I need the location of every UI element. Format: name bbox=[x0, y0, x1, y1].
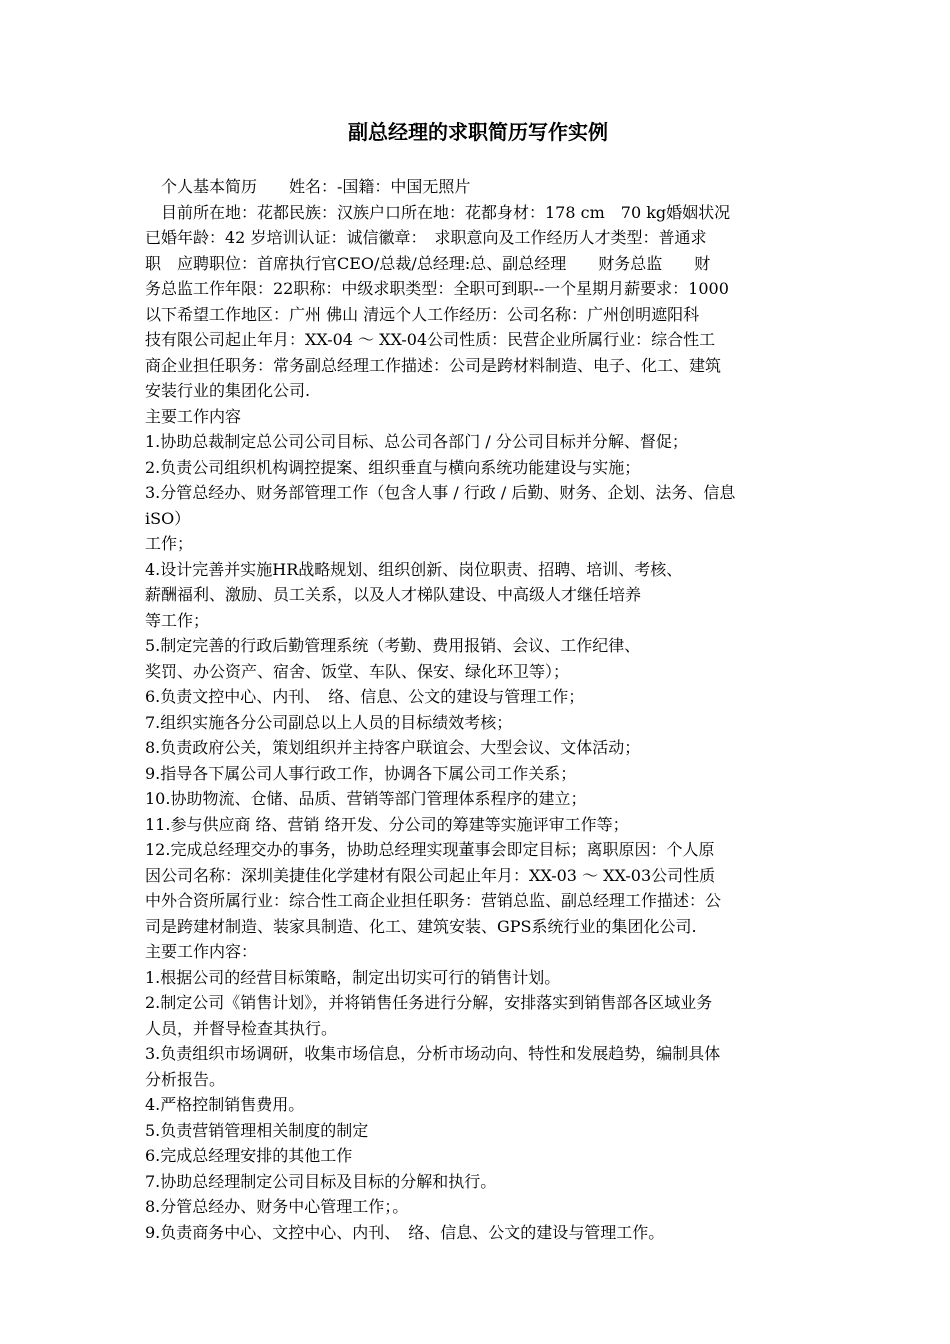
list-item: iSO） bbox=[145, 508, 191, 528]
list-item: 工作； bbox=[145, 534, 194, 553]
intro-line: 技有限公司起止年月：XX-04 ～ XX-04公司性质：民营企业所属行业：综合性工 bbox=[145, 330, 716, 349]
list-item: 薪酬福利、激励、员工关系，以及人才梯队建设、中高级人才继任培养 bbox=[145, 585, 642, 604]
list-item: 1.协助总裁制定总公司公司目标、总公司各部门 / 分公司目标并分解、督促； bbox=[145, 432, 688, 451]
list-item: 8.负责政府公关，策划组织并主持客户联谊会、大型会议、文体活动； bbox=[145, 738, 641, 757]
list-item: 9.负责商务中心、文控中心、内刊、 络、信息、公文的建设与管理工作。 bbox=[145, 1222, 665, 1242]
list-item: 人员，并督导检查其执行。 bbox=[145, 1018, 338, 1038]
list-item: 奖罚、办公资产、宿舍、饭堂、车队、保安、绿化环卫等）； bbox=[145, 661, 570, 681]
list-item: 4.设计完善并实施HR战略规划、组织创新、岗位职责、招聘、培训、考核、 bbox=[145, 559, 683, 579]
list-item: 6.完成总经理安排的其他工作 bbox=[145, 1146, 353, 1165]
list-item: 2.制定公司《销售计划》，并将销售任务进行分解，安排落实到销售部各区域业务 bbox=[145, 993, 713, 1012]
list-item: 4.严格控制销售费用。 bbox=[145, 1095, 305, 1114]
list-item: 分析报告。 bbox=[145, 1069, 226, 1089]
intro-line: 安装行业的集团化公司. bbox=[145, 381, 311, 400]
list-item: 12.完成总经理交办的事务，协助总经理实现董事会即定目标；离职原因：个人原 bbox=[145, 840, 715, 859]
intro-line: 商企业担任职务：常务副总经理工作描述：公司是跨材料制造、电子、化工、建筑 bbox=[145, 355, 722, 375]
section1-list bbox=[145, 429, 811, 939]
document-page bbox=[145, 118, 811, 1245]
intro-line: 个人基本简历 姓名：-国籍：中国无照片 bbox=[145, 177, 471, 196]
list-item: 5.负责营销管理相关制度的制定 bbox=[145, 1120, 369, 1140]
intro-line: 职 应聘职位：首席执行官CEO/总裁/总经理:总、副总经理 财务总监 财 bbox=[145, 253, 711, 273]
intro-line: 务总监工作年限：22职称：中级求职类型：全职可到职--一个星期月薪要求：1000 bbox=[145, 279, 729, 298]
list-item: 11.参与供应商 络、营销 络开发、分公司的筹建等实施评审工作等； bbox=[145, 814, 629, 834]
list-item: 6.负责文控中心、内刊、 络、信息、公文的建设与管理工作； bbox=[145, 687, 585, 706]
list-item: 8.分管总经办、财务中心管理工作；。 bbox=[145, 1197, 409, 1216]
list-item: 中外合资所属行业：综合性工商企业担任职务：营销总监、副总经理工作描述：公 bbox=[145, 891, 722, 910]
list-item: 3.分管总经办、财务部管理工作（包含人事 / 行政 / 后勤、财务、企划、法务、信息 bbox=[145, 483, 736, 502]
list-item: 2.负责公司组织机构调控提案、组织垂直与横向系统功能建设与实施； bbox=[145, 457, 641, 477]
section2-list bbox=[145, 965, 811, 1246]
list-item: 9.指导各下属公司人事行政工作，协调各下属公司工作关系； bbox=[145, 763, 577, 783]
list-item: 10.协助物流、仓储、品质、营销等部门管理体系程序的建立； bbox=[145, 789, 587, 808]
list-item: 1.根据公司的经营目标策略，制定出切实可行的销售计划。 bbox=[145, 967, 561, 987]
list-item: 7.组织实施各分公司副总以上人员的目标绩效考核； bbox=[145, 712, 513, 732]
list-item: 5.制定完善的行政后勤管理系统（考勤、费用报销、会议、工作纪律、 bbox=[145, 636, 641, 655]
intro-line: 以下希望工作地区：广州 佛山 清远个人工作经历：公司名称：广州创明遮阳科 bbox=[145, 304, 700, 324]
intro-line: 已婚年龄：42 岁培训认证：诚信徽章： 求职意向及工作经历人才类型：普通求 bbox=[145, 228, 707, 247]
list-item: 司是跨建材制造、装家具制造、化工、建筑安装、GPS系统行业的集团化公司. bbox=[145, 916, 697, 936]
section-heading: 主要工作内容： bbox=[145, 942, 258, 961]
list-item: 3.负责组织市场调研，收集市场信息，分析市场动向、特性和发展趋势，编制具体 bbox=[145, 1044, 721, 1063]
document-title: 副总经理的求职简历写作实例 bbox=[348, 120, 608, 144]
document-body bbox=[145, 174, 811, 1245]
list-item: 因公司名称：深圳美捷佳化学建材有限公司起止年月：XX-03 ～ XX-03公司性质 bbox=[145, 865, 716, 885]
list-item: 7.协助总经理制定公司目标及目标的分解和执行。 bbox=[145, 1171, 497, 1191]
list-item: 等工作； bbox=[145, 610, 210, 630]
section-heading: 主要工作内容 bbox=[145, 406, 242, 426]
intro-line: 目前所在地：花都民族：汉族户口所在地：花都身材：178 cm 70 kg婚姻状况 bbox=[145, 202, 731, 222]
intro-block bbox=[145, 174, 811, 404]
